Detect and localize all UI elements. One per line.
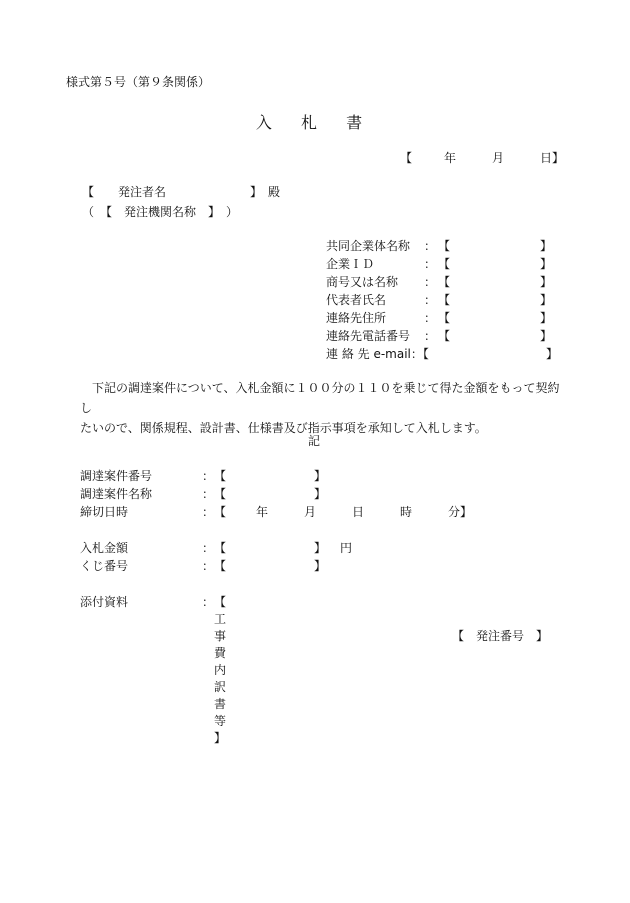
issuing-agency-line: （ 【 発注機関名称 】 ） <box>82 205 239 219</box>
bidder-label: 商号又は名称 <box>326 275 399 289</box>
right-bracket: 】 <box>540 293 553 307</box>
left-bracket: 【 <box>214 559 227 573</box>
deadline-month: 月 <box>304 505 317 519</box>
colon: ： <box>202 505 215 519</box>
deadline-day: 日 <box>352 505 365 519</box>
item-label: 添付資料 <box>80 595 129 609</box>
left-bracket: 【 <box>214 541 227 555</box>
bidder-label: 連 絡 先 e-mail：【 <box>326 347 429 361</box>
right-bracket: 】 <box>546 347 559 361</box>
item-label: くじ番号 <box>80 559 129 573</box>
attachment-value: 【 工事費内訳書等 】 <box>214 595 227 745</box>
date-day: 日】 <box>540 151 565 165</box>
bidder-label: 企業ＩＤ <box>326 257 375 271</box>
bidder-label: 代表者氏名 <box>326 293 387 307</box>
right-bracket: 】 <box>540 239 553 253</box>
left-bracket: 【 <box>438 239 451 253</box>
deadline-minute: 分】 <box>448 505 473 519</box>
right-bracket: 】 <box>314 469 327 483</box>
left-bracket: 【 <box>214 505 227 519</box>
deadline-label: 締切日時 <box>80 505 129 519</box>
colon: ： <box>202 559 215 573</box>
right-bracket: 】 <box>540 275 553 289</box>
right-bracket: 】 <box>314 487 327 501</box>
order-number: 【 発注番号 】 <box>452 629 549 643</box>
colon: ： <box>202 487 215 501</box>
right-bracket: 】 <box>540 311 553 325</box>
right-bracket: 】 <box>314 559 327 573</box>
colon: ： <box>424 311 437 325</box>
date-month: 月 <box>492 151 505 165</box>
left-bracket: 【 <box>214 469 227 483</box>
left-bracket: 【 <box>438 275 451 289</box>
right-bracket: 】 <box>540 329 553 343</box>
item-label: 入札金額 <box>80 541 129 555</box>
colon: ： <box>202 541 215 555</box>
left-bracket: 【 <box>214 487 227 501</box>
deadline-year: 年 <box>256 505 269 519</box>
left-bracket: 【 <box>438 293 451 307</box>
colon: ： <box>424 239 437 253</box>
colon: ： <box>424 275 437 289</box>
colon: ： <box>202 595 215 609</box>
form-number: 様式第５号（第９条関係） <box>66 75 211 89</box>
colon: ： <box>202 469 215 483</box>
bidder-label: 連絡先住所 <box>326 311 387 325</box>
date-line <box>400 149 565 165</box>
deadline-hour: 時 <box>400 505 413 519</box>
yen-unit: 円 <box>340 541 353 555</box>
body-paragraph-line-1: 下記の調達案件について、入札金額に１００分の１１０を乗じて得た金額をもって契約し <box>80 381 560 415</box>
colon: ： <box>424 293 437 307</box>
ki-heading: 記 <box>308 434 321 448</box>
left-bracket: 【 <box>438 257 451 271</box>
body-paragraph <box>80 378 570 438</box>
left-bracket: 【 <box>438 311 451 325</box>
right-bracket: 】 <box>314 541 327 555</box>
date-year: 年 <box>444 151 457 165</box>
left-bracket: 【 <box>438 329 451 343</box>
date-open-bracket: 【 <box>400 151 413 165</box>
right-bracket: 】 <box>540 257 553 271</box>
body-paragraph-line-2: たいので、関係規程、設計書、仕様書及び指示事項を承知して入札します。 <box>80 421 487 435</box>
bidder-label: 連絡先電話番号 <box>326 329 411 343</box>
item-label: 調達案件番号 <box>80 469 153 483</box>
item-label: 調達案件名称 <box>80 487 153 501</box>
addressee-line: 【 発注者名 】 殿 <box>82 185 281 199</box>
document-title: 入 札 書 <box>255 113 375 132</box>
colon: ： <box>424 257 437 271</box>
bidder-label: 共同企業体名称 <box>326 239 411 253</box>
colon: ： <box>424 329 437 343</box>
